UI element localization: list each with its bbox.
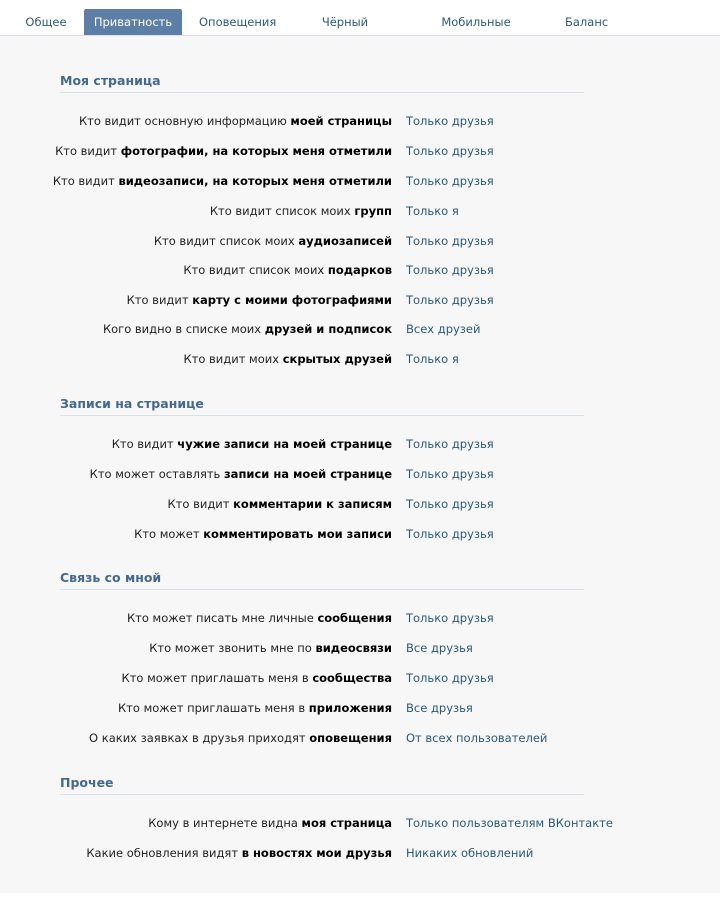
tab-general[interactable]: Общее bbox=[25, 15, 67, 29]
privacy-row bbox=[0, 699, 720, 717]
privacy-row-label: Кто видит видеозаписи, на которых меня отметили bbox=[52, 174, 392, 188]
privacy-row bbox=[0, 202, 720, 220]
privacy-row-label: Кто может комментировать мои записи bbox=[134, 527, 392, 541]
privacy-row-value-link[interactable]: Только я bbox=[406, 204, 459, 218]
privacy-row-label: Кто видит чужие записи на моей странице bbox=[111, 437, 392, 451]
privacy-row bbox=[0, 142, 720, 160]
privacy-row-label: Кто видит основную информацию моей страницы bbox=[78, 114, 392, 128]
privacy-row-value-link[interactable]: Только я bbox=[406, 352, 459, 366]
privacy-row-label: Кто видит список моих групп bbox=[209, 204, 392, 218]
privacy-row-label: Кто видит моих скрытых друзей bbox=[183, 352, 392, 366]
privacy-row bbox=[0, 232, 720, 250]
section-title-wall-posts: Записи на странице bbox=[60, 396, 584, 416]
privacy-row bbox=[0, 814, 720, 832]
privacy-row bbox=[0, 609, 720, 627]
privacy-row bbox=[0, 261, 720, 279]
privacy-row bbox=[0, 465, 720, 483]
privacy-row-value-link[interactable]: Только друзья bbox=[406, 497, 494, 511]
privacy-row-label: Кто может звонить мне по видеосвязи bbox=[149, 641, 392, 655]
privacy-row-value-link[interactable]: Всех друзей bbox=[406, 322, 481, 336]
privacy-row bbox=[0, 320, 720, 338]
privacy-row-value-link[interactable]: Только друзья bbox=[406, 527, 494, 541]
privacy-row-label: Кто может приглашать меня в сообщества bbox=[121, 671, 392, 685]
privacy-row-label: Кому в интернете видна моя страница bbox=[148, 816, 392, 830]
privacy-row-label: О каких заявках в друзья приходят оповещения bbox=[89, 731, 392, 745]
privacy-row bbox=[0, 495, 720, 513]
privacy-row-value-link[interactable]: Только пользователям ВКонтакте bbox=[406, 816, 613, 830]
privacy-row-value-link[interactable]: Все друзья bbox=[406, 701, 473, 715]
tab-blacklist[interactable]: Чёрный bbox=[321, 15, 369, 29]
privacy-row bbox=[0, 639, 720, 657]
tab-privacy[interactable]: Приватность bbox=[84, 9, 182, 35]
privacy-row-value-link[interactable]: От всех пользователей bbox=[406, 731, 548, 745]
privacy-row-label: Кого видно в списке моих друзей и подписок bbox=[102, 322, 392, 336]
privacy-row-value-link[interactable]: Только друзья bbox=[406, 437, 494, 451]
settings-tabs bbox=[0, 0, 720, 36]
section-title-contact-me: Связь со мной bbox=[60, 570, 584, 590]
tab-notifications[interactable]: Оповещения bbox=[199, 15, 277, 29]
privacy-settings-panel bbox=[0, 36, 720, 893]
privacy-row bbox=[0, 669, 720, 687]
privacy-row bbox=[0, 350, 720, 368]
privacy-row-value-link[interactable]: Никаких обновлений bbox=[406, 846, 534, 860]
privacy-row bbox=[0, 525, 720, 543]
tab-mobile-services[interactable]: Мобильные bbox=[441, 15, 511, 29]
privacy-row-label: Кто видит фотографии, на которых меня отметили bbox=[55, 144, 392, 158]
privacy-row-label: Кто может оставлять записи на моей странице bbox=[89, 467, 392, 481]
privacy-row-label: Кто может писать мне личные сообщения bbox=[127, 611, 392, 625]
privacy-row-label: Какие обновления видят в новостях мои друзья bbox=[86, 846, 392, 860]
privacy-row-value-link[interactable]: Только друзья bbox=[406, 467, 494, 481]
privacy-row-value-link[interactable]: Только друзья bbox=[406, 234, 494, 248]
privacy-row-label: Кто может приглашать меня в приложения bbox=[118, 701, 392, 715]
privacy-row-value-link[interactable]: Все друзья bbox=[406, 641, 473, 655]
privacy-row-value-link[interactable]: Только друзья bbox=[406, 174, 494, 188]
section-title-other: Прочее bbox=[60, 775, 584, 795]
privacy-row bbox=[0, 729, 720, 747]
privacy-row-value-link[interactable]: Только друзья bbox=[406, 144, 494, 158]
privacy-row-value-link[interactable]: Только друзья bbox=[406, 671, 494, 685]
privacy-row bbox=[0, 844, 720, 862]
privacy-row-label: Кто видит карту с моими фотографиями bbox=[126, 293, 392, 307]
privacy-row-value-link[interactable]: Только друзья bbox=[406, 114, 494, 128]
tab-balance[interactable]: Баланс bbox=[565, 15, 609, 29]
section-title-my-page: Моя страница bbox=[60, 73, 584, 93]
privacy-row-label: Кто видит список моих аудиозаписей bbox=[153, 234, 392, 248]
privacy-row bbox=[0, 112, 720, 130]
privacy-row bbox=[0, 291, 720, 309]
privacy-row-value-link[interactable]: Только друзья bbox=[406, 611, 494, 625]
privacy-row-label: Кто видит комментарии к записям bbox=[167, 497, 392, 511]
privacy-row-value-link[interactable]: Только друзья bbox=[406, 263, 494, 277]
privacy-row bbox=[0, 172, 720, 190]
privacy-row bbox=[0, 435, 720, 453]
privacy-row-value-link[interactable]: Только друзья bbox=[406, 293, 494, 307]
privacy-row-label: Кто видит список моих подарков bbox=[183, 263, 392, 277]
